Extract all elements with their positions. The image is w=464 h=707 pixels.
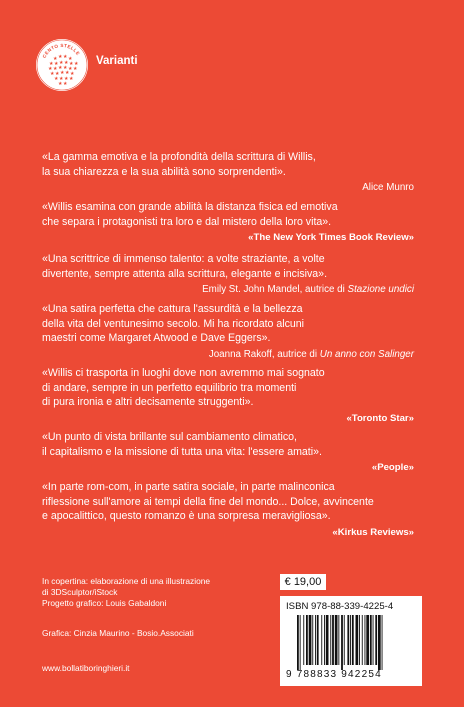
barcode-bar (350, 615, 351, 665)
barcode-bar (375, 615, 377, 665)
barcode-bar (321, 615, 322, 665)
quote-text (42, 150, 414, 179)
barcode-bar (297, 615, 299, 670)
review-quote (42, 200, 414, 246)
svg-text:★: ★ (55, 71, 60, 77)
quote-line: la sua chiarezza e la sua abilità sono sorprendenti». (42, 165, 286, 178)
quote-line: di pura ironia e altri decisamente struggenti». (42, 396, 254, 409)
quote-line: «La gamma emotiva e la profondità della scrittura di Willis, (42, 151, 316, 163)
isbn-label: ISBN 978-88-339-4225-4 (286, 601, 394, 612)
quote-line: «Willis esamina con grande abilità la distanza fisica ed emotiva (42, 201, 338, 213)
svg-text:★: ★ (54, 61, 59, 67)
barcode-bar (359, 615, 360, 665)
barcode-bar (330, 615, 331, 665)
quote-line: «Una satira perfetta che cattura l'assurdità e la bellezza (42, 303, 303, 315)
barcode-bar (373, 615, 374, 665)
attribution-book-title: Stazione undici (347, 284, 414, 296)
quote-line: e apocalittico, questo romanzo è una sorpresa meravigliosa». (42, 510, 331, 523)
quote-line: riflessione sull'amore ai tempi della fine del mondo... Dolce, avvincente (42, 495, 374, 508)
attribution-source: Joanna Rakoff, autrice di (208, 348, 318, 360)
svg-text:★: ★ (65, 70, 70, 76)
svg-text:★: ★ (63, 65, 68, 71)
svg-text:★: ★ (69, 76, 74, 82)
svg-text:★: ★ (54, 76, 59, 82)
barcode-bar (370, 615, 372, 665)
credit-line: In copertina: elaborazione di una illustrazione (42, 576, 211, 586)
svg-text:★: ★ (64, 76, 69, 82)
quote-text (42, 200, 414, 229)
star-circle-logo-icon (35, 38, 89, 92)
svg-text:★: ★ (48, 66, 53, 72)
barcode-bar (309, 615, 312, 665)
quote-attribution (42, 231, 414, 246)
svg-text:★: ★ (53, 56, 58, 62)
svg-text:★: ★ (59, 60, 64, 66)
barcode-icon (296, 615, 416, 670)
publisher-website: www.bollatiboringhieri.it (42, 663, 130, 673)
barcode-bar (341, 615, 343, 670)
barcode-bar (344, 615, 345, 665)
quote-line: maestri come Margaret Atwood e Dave Eggers». (42, 332, 271, 345)
attribution-source: «The New York Times Book Review» (248, 232, 414, 244)
barcode-bar (332, 615, 334, 665)
quote-text (42, 366, 414, 410)
barcode-bar (326, 615, 329, 665)
quote-line: della vita del ventunesimo secolo. Mi ha ricordato alcuni (42, 317, 305, 330)
review-quote (42, 366, 414, 426)
svg-text:★: ★ (69, 61, 74, 67)
svg-text:★: ★ (74, 61, 79, 67)
quote-line: il capitalismo e la missione di tutta una vita: l'essere amati». (42, 445, 322, 458)
attribution-source: «Kirkus Reviews» (332, 526, 414, 538)
credit-line: Progetto grafico: Louis Gabaldoni (42, 598, 167, 609)
attribution-source: Alice Munro (362, 182, 414, 194)
svg-text:★: ★ (73, 66, 78, 72)
svg-text:★: ★ (64, 60, 69, 66)
svg-text:★: ★ (58, 65, 63, 71)
svg-text:★: ★ (49, 61, 54, 67)
quote-line: «Un punto di vista brillante sul cambiamento climatico, (42, 431, 297, 443)
barcode-bar (315, 615, 316, 665)
review-quote (42, 480, 414, 540)
svg-text:★: ★ (68, 66, 73, 72)
attribution-source: «Toronto Star» (346, 412, 414, 424)
quote-attribution (42, 181, 414, 196)
quote-text (42, 302, 414, 346)
barcode-bar (356, 615, 359, 665)
review-quote (42, 302, 414, 362)
quote-line: «Una scrittrice di immenso talento: a volte straziante, a volte (42, 253, 325, 265)
barcode-bar (382, 615, 383, 670)
svg-text:★: ★ (60, 70, 65, 76)
quote-line: divertente, sempre attenta alla scrittura, elegante e incisiva». (42, 267, 328, 280)
quote-attribution (42, 348, 414, 363)
logo-text: CENTO STELLE (41, 42, 81, 59)
review-quote (42, 430, 414, 476)
series-name: Varianti (96, 55, 138, 67)
review-quote (42, 252, 414, 298)
grafica-credit: Grafica: Cinzia Maurino - Bosio.Associati (42, 628, 194, 638)
quote-text (42, 480, 414, 524)
attribution-source: Emily St. John Mandel, autrice di (202, 284, 345, 296)
cover-credits (42, 576, 252, 610)
price-tag: € 19,00 (280, 574, 326, 590)
barcode-bar (366, 615, 369, 665)
svg-text:★: ★ (50, 71, 55, 77)
barcode-bar (306, 615, 308, 665)
svg-text:★: ★ (63, 81, 68, 87)
quote-text (42, 430, 414, 459)
attribution-source: «People» (371, 462, 414, 474)
quote-line: che separa i protagonisti tra loro e dal mistero della loro vita». (42, 215, 332, 228)
svg-text:★: ★ (70, 71, 75, 77)
review-quote (42, 150, 414, 196)
attribution-book-title: Un anno con Salinger (319, 348, 414, 360)
svg-text:★: ★ (53, 66, 58, 72)
barcode-bar (312, 615, 313, 665)
svg-text:★: ★ (58, 81, 63, 87)
barcode-bar (378, 615, 381, 670)
barcode-bar (347, 615, 349, 665)
barcode-bar (317, 615, 319, 665)
svg-text:★: ★ (68, 56, 73, 62)
quote-attribution (42, 526, 414, 541)
svg-text:★: ★ (63, 54, 68, 60)
quote-line: «In parte rom-com, in parte satira sociale, in parte malinconica (42, 481, 335, 493)
credit-line: di 3DSculptor/iStock (42, 587, 118, 598)
barcode-bar (352, 615, 354, 665)
barcode-bar (365, 615, 366, 665)
quote-text (42, 252, 414, 281)
quote-line: «Willis ci trasporta in luoghi dove non avremmo mai sognato (42, 367, 325, 379)
barcode-bar (303, 615, 304, 665)
barcode-bar (335, 615, 338, 665)
isbn-box (280, 596, 422, 686)
barcode-bar (362, 615, 363, 665)
barcode-number: 9 788833 942254 (286, 669, 382, 680)
barcode-bar (324, 615, 325, 665)
barcode-bar (338, 615, 339, 665)
quote-attribution (42, 412, 414, 427)
quote-attribution (42, 461, 414, 476)
svg-text:★: ★ (59, 76, 64, 82)
quote-line: di andare, sempre in un perfetto equilibrio tra momenti (42, 381, 297, 394)
barcode-bar (300, 615, 301, 670)
svg-text:★: ★ (58, 54, 63, 60)
quote-attribution (42, 283, 414, 298)
